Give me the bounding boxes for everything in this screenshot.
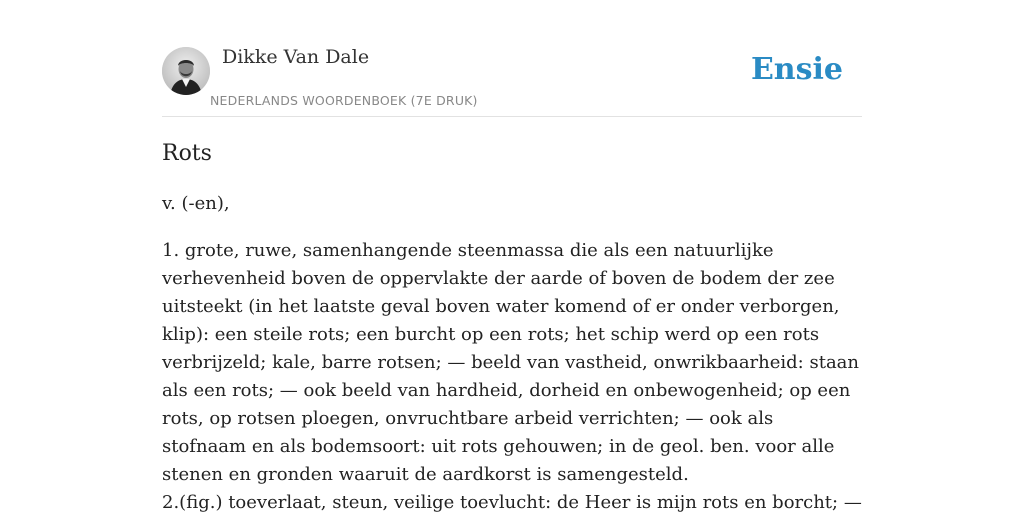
entry-sense-1: 1. grote, ruwe, samenhangende steenmassa die als een natuurlijke verhevenheid boven de oppervlakte der aarde of boven de bodem der zee uitsteekt (in het laatste geval boven water komend of er onder verborgen, klip): een steile rots; een burcht op een rots; het schip werd op een rots verbrijzeld; kale, barre rotsen; — beeld van vastheid, onwrikbaarheid: staan als een rots; — ook beeld van hardheid, dorheid en onbewogenheid; op een rots, op rotsen ploegen, onvruchtbare arbeid verrichten; — ook als stofnaam en als bodemsoort: uit rots gehouwen; in de geol. ben. voor alle stenen en gronden waaruit de aardkorst is samengesteld. <box>162 240 859 485</box>
brand-logo[interactable]: Ensie <box>750 52 843 87</box>
dictionary-entry <box>162 138 862 512</box>
entry-grammar: v. (-en), <box>162 193 230 214</box>
source-title: NEDERLANDS WOORDENBOEK (7E DRUK) <box>210 93 478 108</box>
portrait-photo-graphic <box>162 47 210 95</box>
portrait-photo-icon[interactable] <box>162 47 210 95</box>
author-name[interactable]: Dikke Van Dale <box>222 46 370 68</box>
header <box>162 40 862 117</box>
entry-headword: Rots <box>162 141 212 166</box>
entry-sense-2: 2.(fig.) toeverlaat, steun, veilige toevlucht: de Heer is mijn rots en borcht; — <box>162 492 862 512</box>
